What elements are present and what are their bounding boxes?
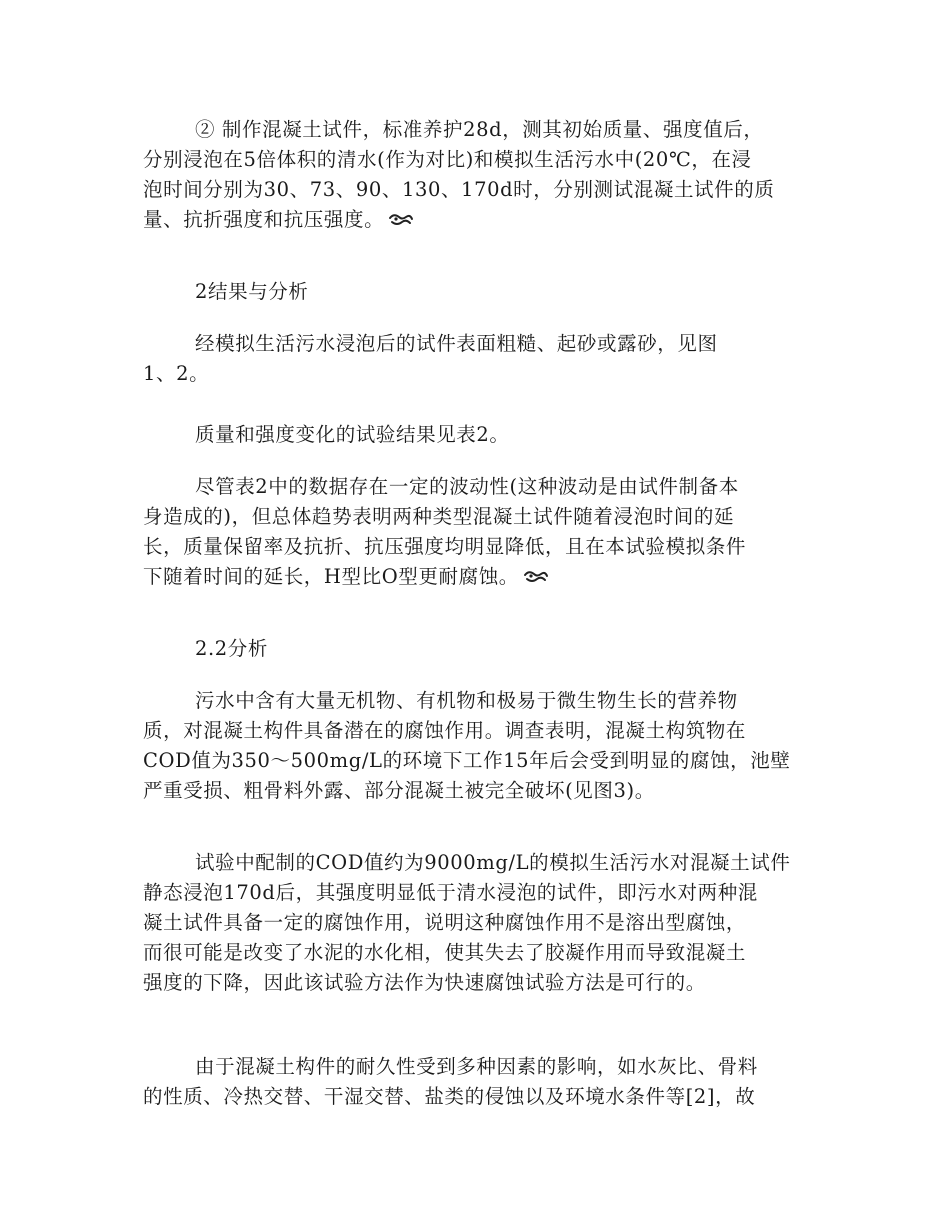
paragraph-p3 bbox=[143, 329, 815, 389]
text-line: 下随着时间的延长，H型比O型更耐腐蚀。 bbox=[143, 562, 815, 592]
text-line: 经模拟生活污水浸泡后的试件表面粗糙、起砂或露砂，见图 bbox=[195, 332, 718, 355]
text-line: 量、抗折强度和抗压强度。 bbox=[143, 205, 815, 235]
text-line: 质量和强度变化的试验结果见表2。 bbox=[195, 423, 510, 446]
text-line: 2.2分析 bbox=[195, 637, 269, 660]
text-line: 2结果与分析 bbox=[195, 280, 309, 303]
paragraph-p5 bbox=[143, 472, 815, 592]
text-line: ② 制作混凝土试件，标准养护28d，测其初始质量、强度值后， bbox=[195, 118, 764, 141]
text-line: COD值为350～500mg/L的环境下工作15年后会受到明显的腐蚀，池壁 bbox=[143, 749, 791, 772]
paragraph-p8 bbox=[143, 848, 815, 998]
paragraph-p1 bbox=[143, 115, 815, 235]
paragraph-end-mark-icon bbox=[388, 207, 414, 223]
text-line: 严重受损、粗骨料外露、部分混凝土被完全破坏(见图3)。 bbox=[143, 779, 655, 802]
text-line: 质，对混凝土构件具备潜在的腐蚀作用。调查表明，混凝土构筑物在 bbox=[143, 719, 747, 742]
text-line: 污水中含有大量无机物、有机物和极易于微生物生长的营养物 bbox=[195, 689, 738, 712]
text-line: 的性质、冷热交替、干湿交替、盐类的侵蚀以及环境水条件等[2]，故 bbox=[143, 1085, 756, 1108]
text-line: 长，质量保留率及抗折、抗压强度均明显降低，且在本试验模拟条件 bbox=[143, 535, 747, 558]
text-line: 尽管表2中的数据存在一定的波动性(这种波动是由试件制备本 bbox=[195, 475, 739, 498]
text-line: 静态浸泡170d后，其强度明显低于清水浸泡的试件，即污水对两种混 bbox=[143, 881, 758, 904]
paragraph-p6 bbox=[143, 634, 815, 664]
paragraph-p9 bbox=[143, 1052, 815, 1112]
text-line: 泡时间分别为30、73、90、130、170d时，分别测试混凝土试件的质 bbox=[143, 178, 775, 201]
text-line: 1、2。 bbox=[143, 362, 210, 385]
paragraph-p2 bbox=[143, 277, 815, 307]
paragraph-p7 bbox=[143, 686, 815, 806]
text-line: 强度的下降，因此该试验方法作为快速腐蚀试验方法是可行的。 bbox=[143, 971, 706, 994]
text-line: 分别浸泡在5倍体积的清水(作为对比)和模拟生活污水中(20℃，在浸 bbox=[143, 148, 752, 171]
text-line: 身造成的)，但总体趋势表明两种类型混凝土试件随着浸泡时间的延 bbox=[143, 505, 735, 528]
text-line: 而很可能是改变了水泥的水化相，使其失去了胶凝作用而导致混凝土 bbox=[143, 941, 747, 964]
text-line: 试验中配制的COD值约为9000mg/L的模拟生活污水对混凝土试件 bbox=[195, 851, 791, 874]
paragraph-p4 bbox=[143, 420, 815, 450]
paragraph-end-mark-icon bbox=[523, 564, 549, 580]
text-line: 凝土试件具备一定的腐蚀作用，说明这种腐蚀作用不是溶出型腐蚀， bbox=[143, 911, 747, 934]
text-line: 由于混凝土构件的耐久性受到多种因素的影响，如水灰比、骨料 bbox=[195, 1055, 758, 1078]
